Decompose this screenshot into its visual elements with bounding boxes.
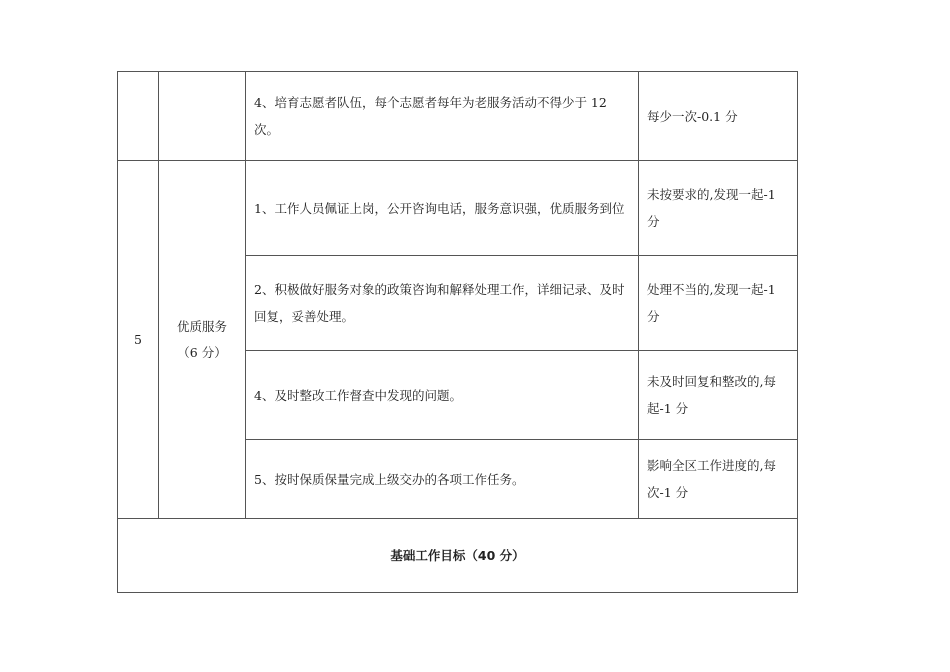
assessment-table bbox=[117, 71, 798, 593]
penalty-cell: 未及时回复和整改的,每起-1 分 bbox=[639, 351, 798, 440]
category-cell bbox=[159, 72, 246, 161]
penalty-cell: 未按要求的,发现一起-1 分 bbox=[639, 161, 798, 256]
requirement-cell: 4、及时整改工作督查中发现的问题。 bbox=[246, 351, 639, 440]
number-cell bbox=[118, 72, 159, 161]
penalty-cell: 每少一次-0.1 分 bbox=[639, 72, 798, 161]
table-row bbox=[118, 519, 798, 593]
section-category bbox=[159, 161, 246, 519]
table-row bbox=[118, 161, 798, 256]
requirement-cell: 5、按时保质保量完成上级交办的各项工作任务。 bbox=[246, 440, 639, 519]
penalty-cell: 影响全区工作进度的,每次-1 分 bbox=[639, 440, 798, 519]
category-title: 优质服务 bbox=[176, 318, 227, 334]
penalty-cell: 处理不当的,发现一起-1 分 bbox=[639, 256, 798, 351]
requirement-cell: 1、工作人员佩证上岗，公开咨询电话，服务意识强，优质服务到位 bbox=[246, 161, 639, 256]
requirement-cell: 2、积极做好服务对象的政策咨询和解释处理工作，详细记录、及时回复，妥善处理。 bbox=[246, 256, 639, 351]
section-heading: 基础工作目标（40 分） bbox=[118, 519, 798, 593]
requirement-cell: 4、培育志愿者队伍，每个志愿者每年为老服务活动不得少于 12 次。 bbox=[246, 72, 639, 161]
table-row bbox=[118, 72, 798, 161]
section-number: 5 bbox=[118, 161, 159, 519]
category-points: （6 分） bbox=[177, 344, 227, 360]
